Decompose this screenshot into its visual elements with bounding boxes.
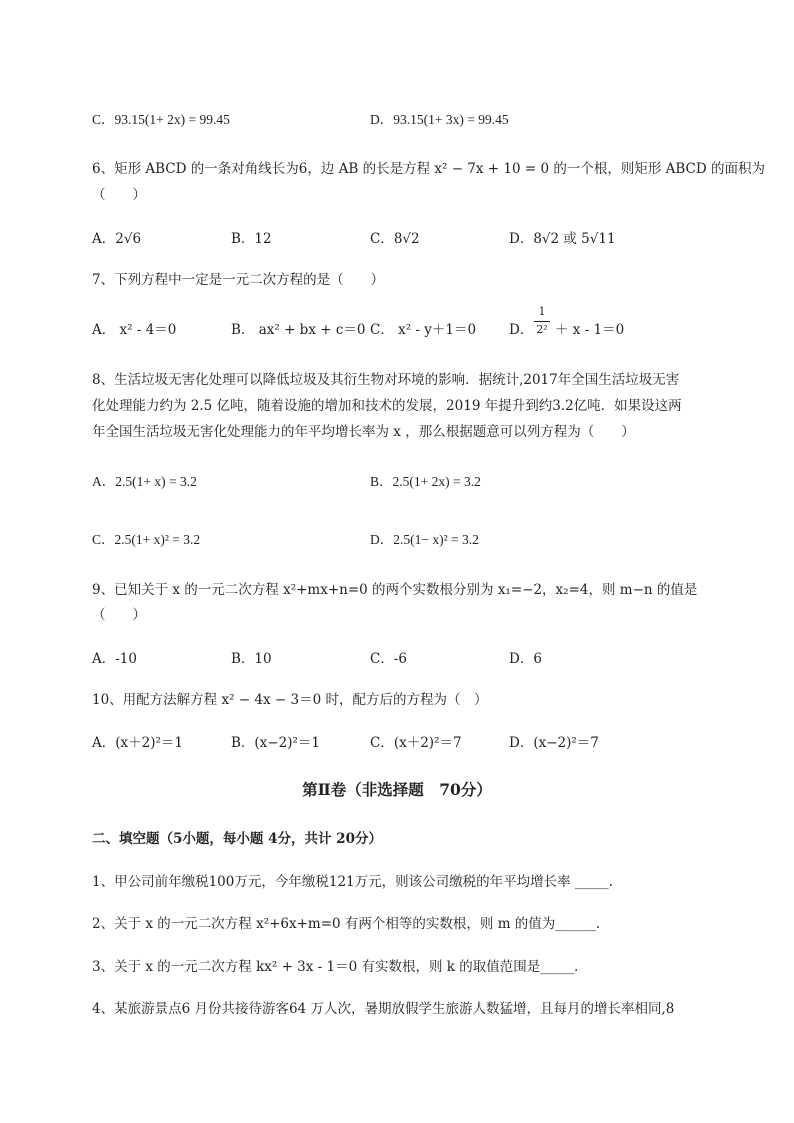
part2-title: 第Ⅱ卷（非选择题 70分） [302,780,492,799]
q7-option-d-denominator: 2² [536,323,548,336]
q7-option-a: A． x² - 4＝0 [92,322,177,338]
q8-stem-line2: 化处理能力约为 2.5 亿吨，随着设施的增加和技术的发展，2019 年提升到约3.2亿吨．如果设这两 [92,398,682,414]
fill-question-1: 1、甲公司前年缴税100万元，今年缴税121万元，则该公司缴税的年平均增长率 _____. [92,874,613,890]
section2-header: 二、填空题（5小题，每小题 4分，共计 20分） [92,831,382,847]
fill-question-2: 2、关于 x 的一元二次方程 x²+6x+m=0 有两个相等的实数根，则 m 的值为______. [92,916,601,932]
q6-option-c: C．8√2 [370,231,420,247]
q9-option-d: D．6 [509,651,542,667]
q7-option-c: C． x² - y＋1＝0 [370,322,477,338]
q7-option-d-numerator: 1 [538,305,546,318]
q5-option-d: D．93.15(1+ 3x) = 99.45 [370,112,509,127]
fill-question-4: 4、某旅游景点6 月份共接待游客64 万人次，暑期放假学生旅游人数猛增，且每月的增长率相同,8 [92,1001,675,1017]
q8-option-c: C．2.5(1+ x)² = 3.2 [92,532,201,547]
q9-stem-line2: （ ） [92,607,146,623]
q6-option-d: D．8√2 或 5√11 [509,231,616,247]
q10-option-d: D．(x−2)²＝7 [509,735,599,751]
q7-option-b: B． ax² + bx + c＝0 [231,322,366,338]
q9-option-c: C．-6 [370,651,407,667]
q6-option-a: A．2√6 [92,231,142,247]
q10-stem: 10、用配方法解方程 x² − 4x − 3＝0 时，配方后的方程为（ ） [92,692,488,708]
fill-question-3: 3、关于 x 的一元二次方程 kx² + 3x - 1＝0 有实数根，则 k 的取值范围是_____. [92,959,579,975]
q8-stem-line1: 8、生活垃圾无害化处理可以降低垃圾及其衍生物对环境的影响．据统计,2017年全国生活垃圾无害 [92,372,680,388]
q6-stem-line1: 6、矩形 ABCD 的一条对角线长为6，边 AB 的长是方程 x² − 7x + 10 = 0 的一个根，则矩形 ABCD 的面积为 [92,161,766,177]
q10-option-a: A．(x＋2)²＝1 [92,735,183,751]
q10-option-b: B．(x−2)²＝1 [231,735,320,751]
q9-stem-line1: 9、已知关于 x 的一元二次方程 x²+mx+n=0 的两个实数根分别为 x₁=−2，x₂=4，则 m−n 的值是 [92,582,698,598]
q7-option-d-prefix: D． [509,322,534,338]
q6-option-b: B．12 [231,231,272,247]
q9-option-a: A．-10 [92,651,137,667]
q9-option-b: B．10 [231,651,272,667]
q8-option-d: D．2.5(1− x)² = 3.2 [370,532,479,547]
q8-option-b: B．2.5(1+ 2x) = 3.2 [370,474,481,489]
q7-option-d-fraction-bar [534,321,550,322]
q10-option-c: C．(x＋2)²＝7 [370,735,462,751]
q6-stem-line2: （ ） [92,187,146,203]
q7-stem: 7、下列方程中一定是一元二次方程的是（ ） [92,272,385,288]
q7-option-d-rest: ＋ x - 1＝0 [555,322,625,338]
q8-option-a: A．2.5(1+ x) = 3.2 [92,474,197,489]
q5-option-c: C．93.15(1+ 2x) = 99.45 [92,112,230,127]
q8-stem-line3: 年全国生活垃圾无害化处理能力的年平均增长率为 x ，那么根据题意可以列方程为（ ） [92,424,635,440]
